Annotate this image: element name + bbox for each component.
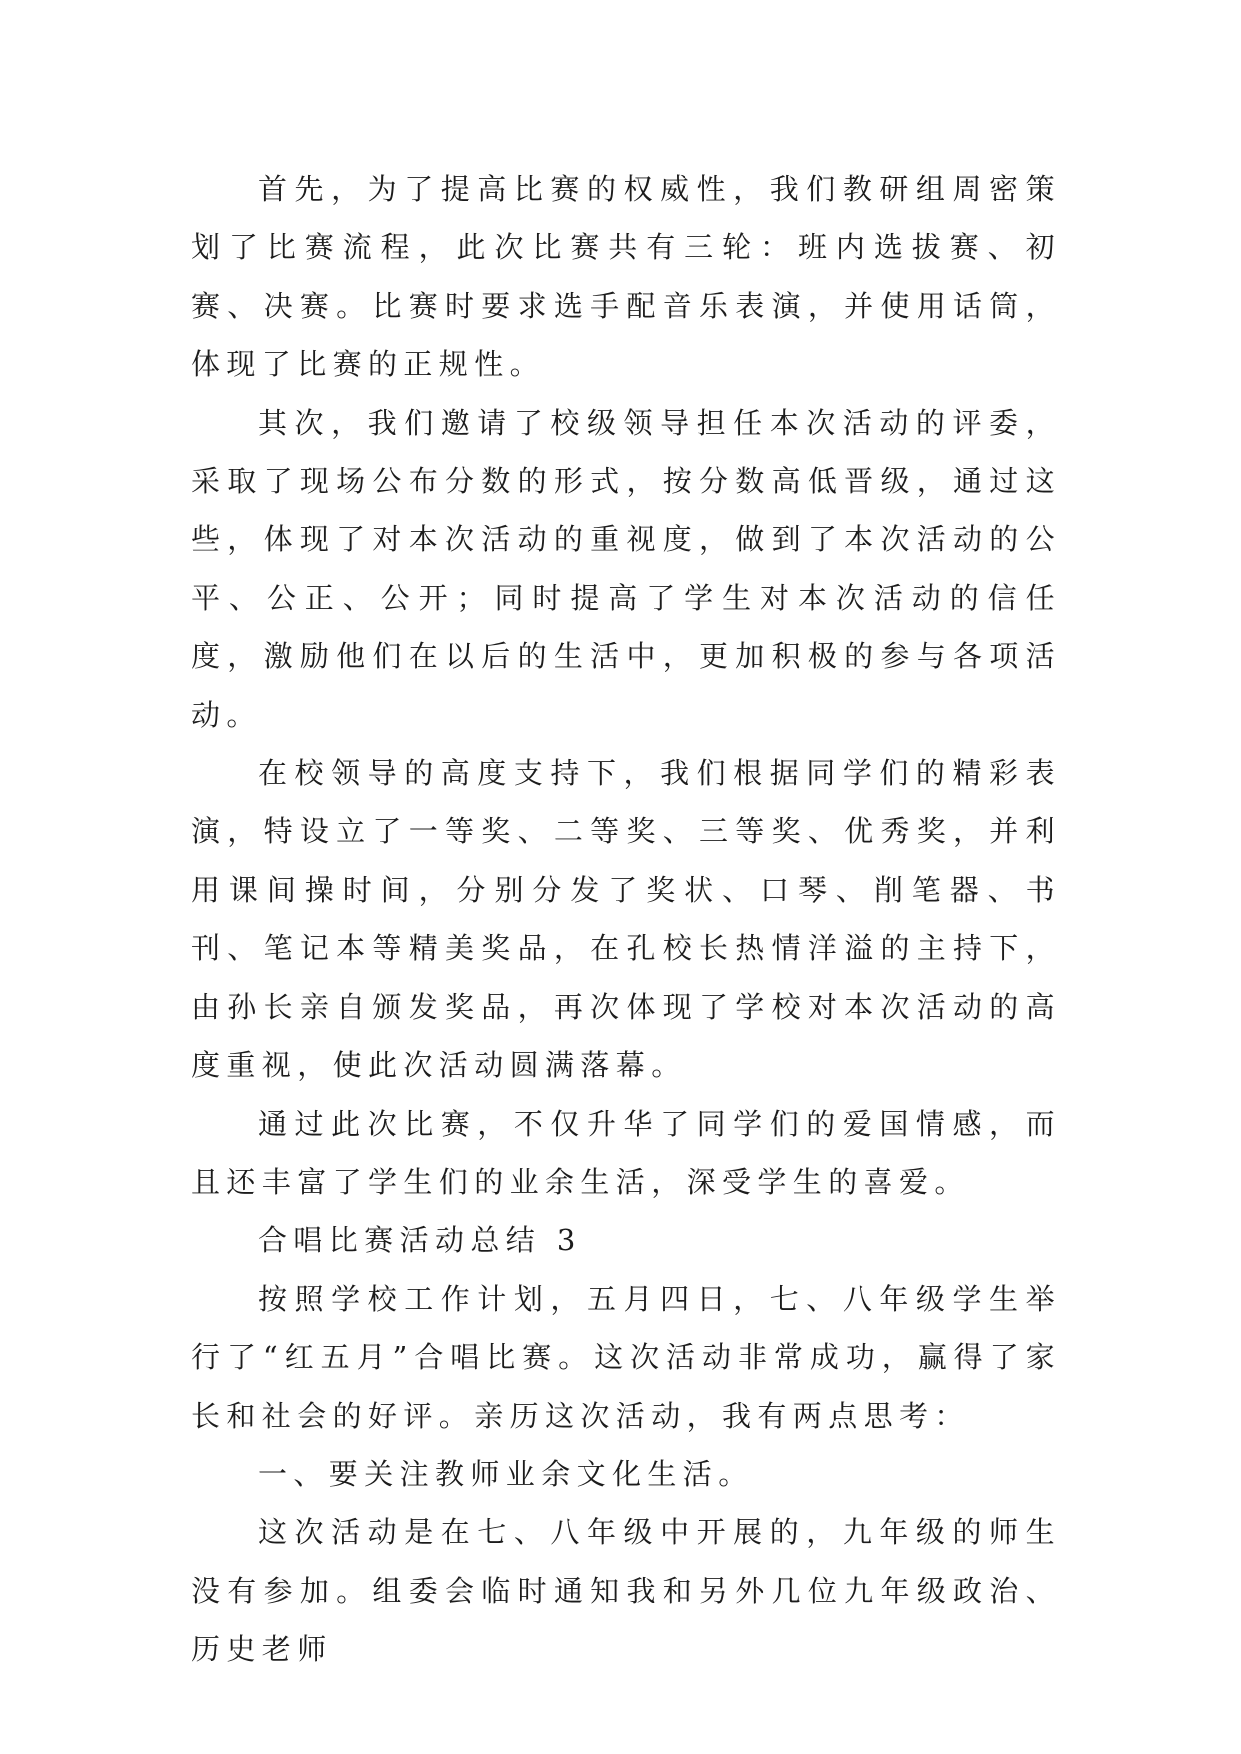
paragraph-subheading: 一、要关注教师业余文化生活。 bbox=[258, 1456, 754, 1491]
document-body bbox=[191, 160, 1061, 1679]
paragraph-intro: 按照学校工作计划，五月四日，七、八年级学生举行了“红五月”合唱比赛。这次活动非常成功，赢得了家长和社会的好评。亲历这次活动，我有两点思考： bbox=[191, 1281, 1061, 1433]
paragraph-second-point: 其次，我们邀请了校级领导担任本次活动的评委，采取了现场公布分数的形式，按分数高低晋级，通过这些，体现了对本次活动的重视度，做到了本次活动的公平、公正、公开；同时提高了学生对本次活动的信任度，激励他们在以后的生活中，更加积极的参与各项活动。 bbox=[191, 405, 1061, 732]
paragraph-conclusion: 通过此次比赛，不仅升华了同学们的爱国情感，而且还丰富了学生们的业余生活，深受学生的喜爱。 bbox=[191, 1106, 1061, 1199]
paragraph-awards: 在校领导的高度支持下，我们根据同学们的精彩表演，特设立了一等奖、二等奖、三等奖、优秀奖，并利用课间操时间，分别分发了奖状、口琴、削笔器、书刊、笔记本等精美奖品，在孔校长热情洋溢的主持下，由孙长亲自颁发奖品，再次体现了学校对本次活动的高度重视，使此次活动圆满落幕。 bbox=[191, 756, 1061, 1083]
paragraph-continued: 这次活动是在七、八年级中开展的，九年级的师生没有参加。组委会临时通知我和另外几位九年级政治、历史老师 bbox=[191, 1515, 1061, 1667]
section-heading: 合唱比赛活动总结 3 bbox=[258, 1223, 582, 1258]
paragraph-first-point: 首先，为了提高比赛的权威性，我们教研组周密策划了比赛流程，此次比赛共有三轮：班内选拔赛、初赛、决赛。比赛时要求选手配音乐表演，并使用话筒，体现了比赛的正规性。 bbox=[191, 172, 1061, 382]
